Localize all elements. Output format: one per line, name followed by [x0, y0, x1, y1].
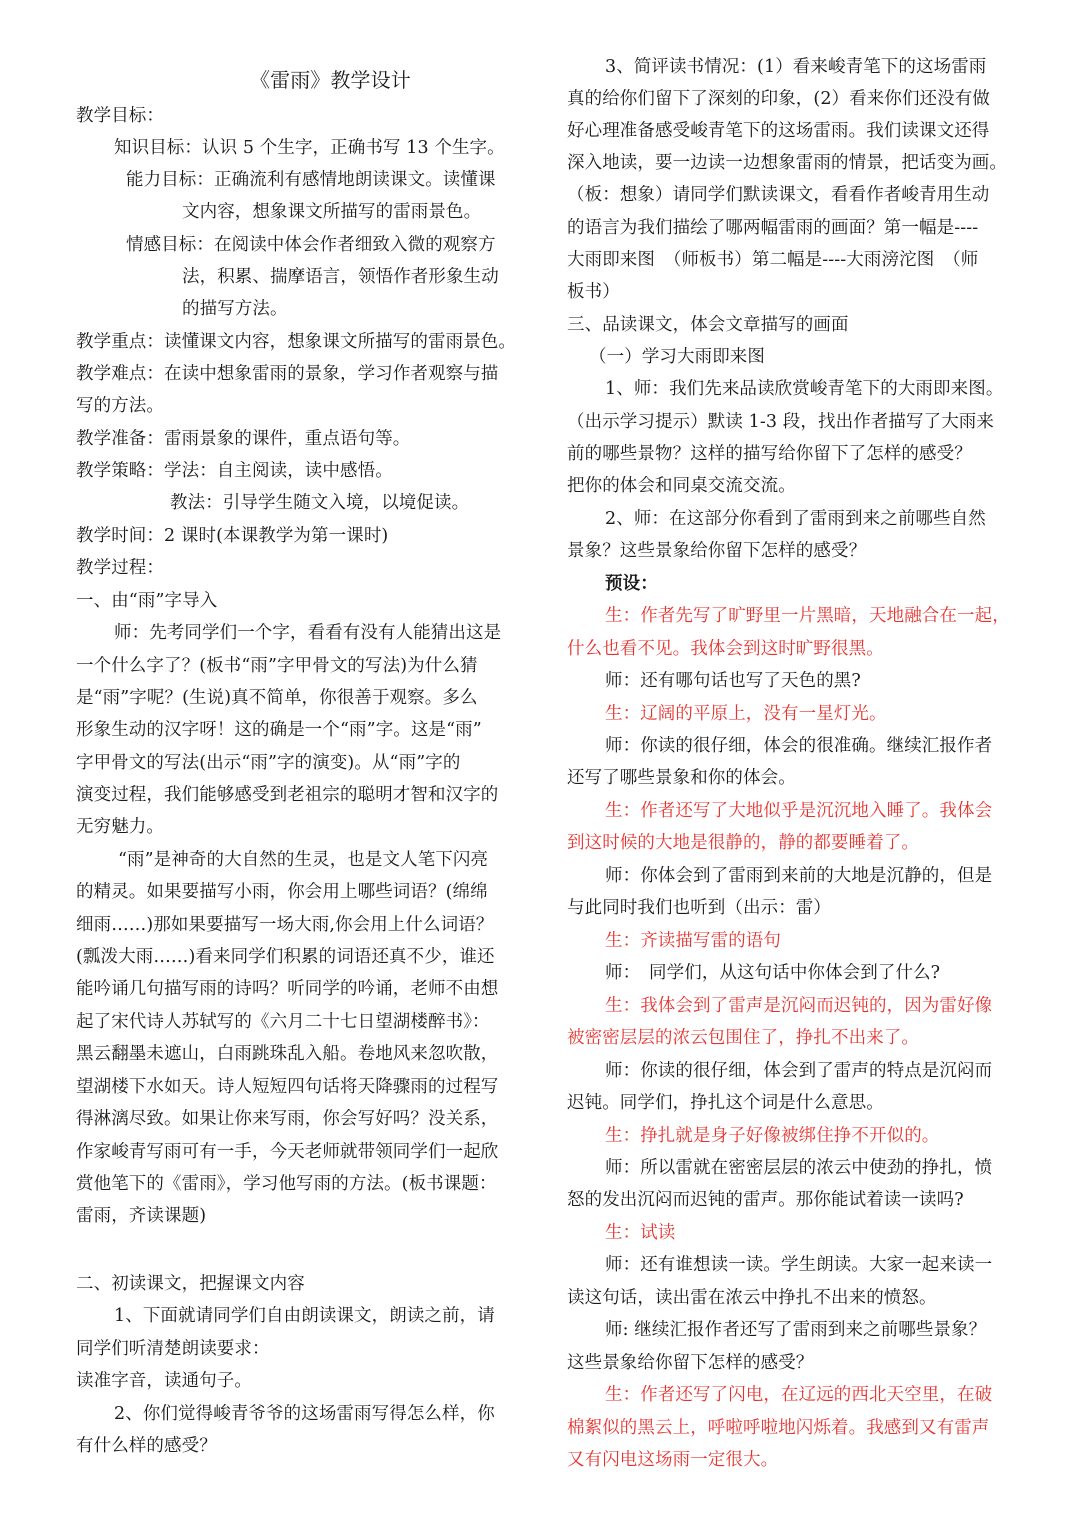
text-line: 1、师：我们先来品读欣赏峻青笔下的大雨即来图。 — [605, 379, 1004, 399]
text-line: 教学重点：读懂课文内容，想象课文所描写的雷雨景色。 — [76, 332, 516, 352]
teacher-line: 师：你体会到了雷雨到来前的大地是沉静的，但是 — [605, 866, 993, 886]
teacher-line: 迟钝。同学们，挣扎这个词是什么意思。 — [567, 1093, 884, 1113]
text-line: 有什么样的感受？ — [76, 1436, 217, 1456]
text-line: 教学策略：学法：自主阅读，读中感悟。 — [76, 461, 393, 481]
text-line: “雨”是神奇的大自然的生灵，也是文人笔下闪亮 — [118, 850, 489, 870]
text-line: 景象？这些景象给你留下怎样的感受？ — [567, 541, 867, 561]
teacher-line: 怒的发出沉闷而迟钝的雷声。那你能试着读一读吗? — [567, 1190, 964, 1210]
student-answer-line: 生：齐读描写雷的语句 — [605, 931, 781, 951]
text-line: 一个什么字了？(板书“雨”字甲骨文的写法)为什么猜 — [76, 656, 478, 676]
text-line: 师：先考同学们一个字，看看有没有人能猜出这是 — [114, 623, 502, 643]
student-answer-line: 棉絮似的黑云上，呼啦呼啦地闪烁着。我感到又有雷声 — [567, 1418, 990, 1438]
teacher-line: 师：还有哪句话也写了天色的黑? — [605, 671, 861, 691]
student-answer-line: 到这时候的大地是很静的，静的都要睡着了。 — [567, 833, 919, 853]
text-line: 的精灵。如果要描写小雨，你会用上哪些词语？(绵绵 — [76, 882, 488, 902]
text-line: 演变过程，我们能够感受到老祖宗的聪明才智和汉字的 — [76, 785, 499, 805]
text-line: 同学们听清楚朗读要求： — [76, 1339, 270, 1359]
teacher-line: 师：你读的很仔细，体会的很准确。继续汇报作者 — [605, 736, 993, 756]
student-answer-line: 又有闪电这场雨一定很大。 — [567, 1450, 779, 1470]
section-heading: 三、品读课文，体会文章描写的画面 — [567, 315, 849, 335]
text-line: 是“雨”字呢？(生说)真不简单，你很善于观察。多么 — [76, 688, 478, 708]
text-line: 教学过程： — [76, 558, 164, 578]
text-line: 教学目标： — [76, 106, 164, 126]
text-line: 大雨即来图 （师板书）第二幅是----大雨滂沱图 （师 — [567, 250, 979, 270]
section-heading: 二、初读课文，把握课文内容 — [76, 1274, 305, 1294]
text-line: 文内容，想象课文所描写的雷雨景色。 — [182, 202, 482, 222]
text-line: 好心理准备感受峻青笔下的这场雷雨。我们读课文还得 — [567, 121, 990, 141]
teacher-line: 师: 继续汇报作者还写了雷雨到来之前哪些景象？ — [605, 1320, 987, 1340]
student-answer-line: 被密密层层的浓云包围住了，挣扎不出来了。 — [567, 1028, 919, 1048]
text-line: 形象生动的汉字呀！这的确是一个“雨”字。这是“雨” — [76, 720, 482, 740]
text-line: 作家峻青写雨可有一手，今天老师就带领同学们一起欣 — [76, 1142, 499, 1162]
student-answer-line: 生：作者还写了大地似乎是沉沉地入睡了。我体会 — [605, 801, 993, 821]
text-line: (瓢泼大雨……)看来同学们积累的词语还真不少，谁还 — [76, 947, 495, 967]
text-line: 读准字音，读通句子。 — [76, 1371, 252, 1391]
text-line: 2、师：在这部分你看到了雷雨到来之前哪些自然 — [605, 509, 986, 529]
teacher-line: 师：你读的很仔细，体会到了雷声的特点是沉闷而 — [605, 1061, 993, 1081]
text-line: 无穷魅力。 — [76, 817, 164, 837]
student-answer-line: 生：作者先写了旷野里一片黑暗，天地融合在一起， — [605, 606, 1010, 626]
text-line: 知识目标：认识 5 个生字，正确书写 13 个生字。 — [114, 138, 505, 158]
teacher-line: 师：所以雷就在密密层层的浓云中使劲的挣扎，愤 — [605, 1158, 993, 1178]
text-line: 3、简评读书情况：(1）看来峻青笔下的这场雷雨 — [605, 57, 987, 77]
text-line: 赏他笔下的《雷雨》，学习他写雨的方法。(板书课题： — [76, 1174, 497, 1194]
text-line: 2、你们觉得峻青爷爷的这场雷雨写得怎么样，你 — [114, 1404, 495, 1424]
text-line: 深入地读，要一边读一边想象雷雨的情景，把话变为画。 — [567, 153, 1007, 173]
student-answer-line: 生：辽阔的平原上，没有一星灯光。 — [605, 704, 887, 724]
section-heading: 一、由“雨”字导入 — [76, 591, 218, 611]
student-answer-line: 生：作者还写了闪电，在辽远的西北天空里，在破 — [605, 1385, 993, 1405]
text-line: 教学难点：在读中想象雷雨的景象，学习作者观察与描 — [76, 364, 499, 384]
text-line: 法，积累、揣摩语言，领悟作者形象生动 — [182, 267, 499, 287]
text-line: 起了宋代诗人苏轼写的《六月二十七日望湖楼醉书》： — [76, 1012, 490, 1032]
student-answer-line: 生：挣扎就是身子好像被绑住挣不开似的。 — [605, 1126, 940, 1146]
text-line: 雷雨，齐读课题) — [76, 1206, 207, 1226]
student-answer-line: 生：试读 — [605, 1223, 676, 1243]
student-answer-line: 什么也看不见。我体会到这时旷野很黑。 — [567, 639, 884, 659]
teacher-line: 师：还有谁想读一读。学生朗读。大家一起来读一 — [605, 1255, 993, 1275]
text-line: 板书） — [567, 282, 620, 302]
text-line: 能力目标：正确流利有感情地朗读课文。读懂课 — [126, 170, 496, 190]
subsection-heading: （一）学习大雨即来图 — [589, 347, 765, 367]
text-line: 字甲骨文的写法(出示“雨”字的演变)。从“雨”字的 — [76, 753, 461, 773]
student-answer-line: 生：我体会到了雷声是沉闷而迟钝的，因为雷好像 — [605, 996, 993, 1016]
teacher-line: 还写了哪些景象和你的体会。 — [567, 768, 796, 788]
text-line: 黑云翻墨未遮山，白雨跳珠乱入船。卷地风来忽吹散， — [76, 1044, 499, 1064]
text-line: 把你的体会和同桌交流交流。 — [567, 476, 796, 496]
document-title: 《雷雨》教学设计 — [250, 68, 411, 92]
text-line: 的语言为我们描绘了哪两幅雷雨的画面？第一幅是---- — [567, 218, 979, 238]
text-line: 的描写方法。 — [182, 299, 288, 319]
teacher-line: 与此同时我们也听到（出示：雷） — [567, 898, 831, 918]
text-line: 情感目标：在阅读中体会作者细致入微的观察方 — [126, 235, 496, 255]
teacher-line: 读这句话，读出雷在浓云中挣扎不出来的愤怒。 — [567, 1288, 937, 1308]
teacher-line: 这些景象给你留下怎样的感受？ — [567, 1353, 814, 1373]
text-line: 前的哪些景物？这样的描写给你留下了怎样的感受？ — [567, 444, 972, 464]
text-line: 能吟诵几句描写雨的诗吗？听同学的吟诵，老师不由想 — [76, 979, 499, 999]
text-line: 真的给你们留下了深刻的印象，(2）看来你们还没有做 — [567, 89, 990, 109]
text-line: 1、下面就请同学们自由朗读课文，朗读之前，请 — [114, 1306, 495, 1326]
text-line: 得淋漓尽致。如果让你来写雨，你会写好吗？没关系， — [76, 1109, 499, 1129]
text-line: 教学时间：2 课时(本课教学为第一课时) — [76, 526, 389, 546]
text-line: （出示学习提示）默读 1-3 段，找出作者描写了大雨来 — [567, 412, 995, 432]
text-line: （板：想象）请同学们默读课文，看看作者峻青用生动 — [567, 185, 990, 205]
teacher-line: 师： 同学们，从这句话中你体会到了什么? — [605, 963, 941, 983]
text-line: 教学准备：雷雨景象的课件，重点语句等。 — [76, 429, 411, 449]
text-line: 细雨……)那如果要描写一场大雨,你会用上什么词语？ — [76, 915, 494, 935]
preset-label: 预设： — [605, 574, 658, 594]
text-line: 写的方法。 — [76, 396, 164, 416]
text-line: 教法：引导学生随文入境，以境促读。 — [170, 493, 470, 513]
text-line: 望湖楼下水如天。诗人短短四句话将天降骤雨的过程写 — [76, 1077, 499, 1097]
